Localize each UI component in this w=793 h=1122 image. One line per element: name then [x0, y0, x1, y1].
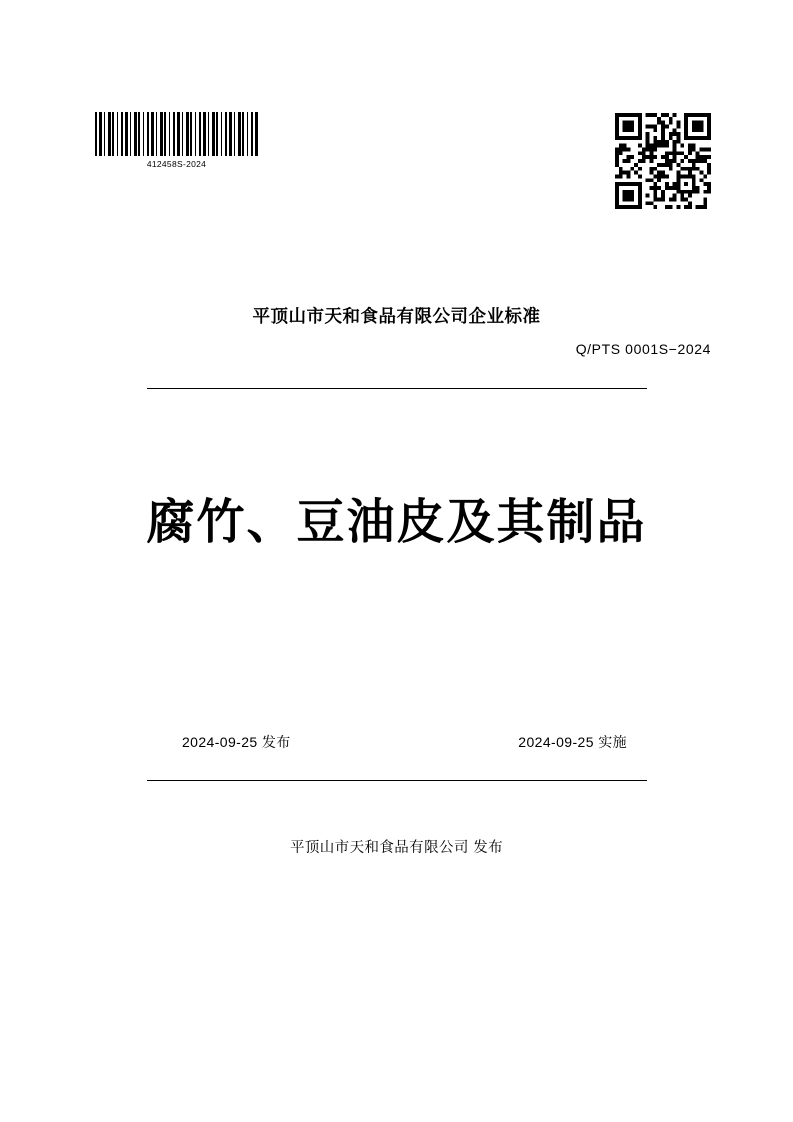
divider-top — [147, 388, 647, 389]
date-row — [147, 732, 647, 752]
publisher-line: 平顶山市天和食品有限公司 发布 — [289, 840, 504, 856]
qr-code-icon — [615, 113, 711, 209]
page-title: 腐竹、豆油皮及其制品 — [146, 496, 647, 549]
barcode-value: 412458S-2024 — [146, 159, 207, 169]
company-standard-heading: 平顶山市天和食品有限公司企业标准 — [252, 306, 541, 326]
divider-bottom — [147, 780, 647, 781]
barcode-block — [95, 112, 258, 169]
issue-date: 2024-09-25 发布 — [182, 734, 291, 750]
barcode-icon — [95, 112, 258, 156]
effective-date: 2024-09-25 实施 — [518, 734, 627, 750]
standard-number: Q/PTS 0001S−2024 — [575, 341, 711, 357]
qr-code-block — [615, 113, 711, 209]
